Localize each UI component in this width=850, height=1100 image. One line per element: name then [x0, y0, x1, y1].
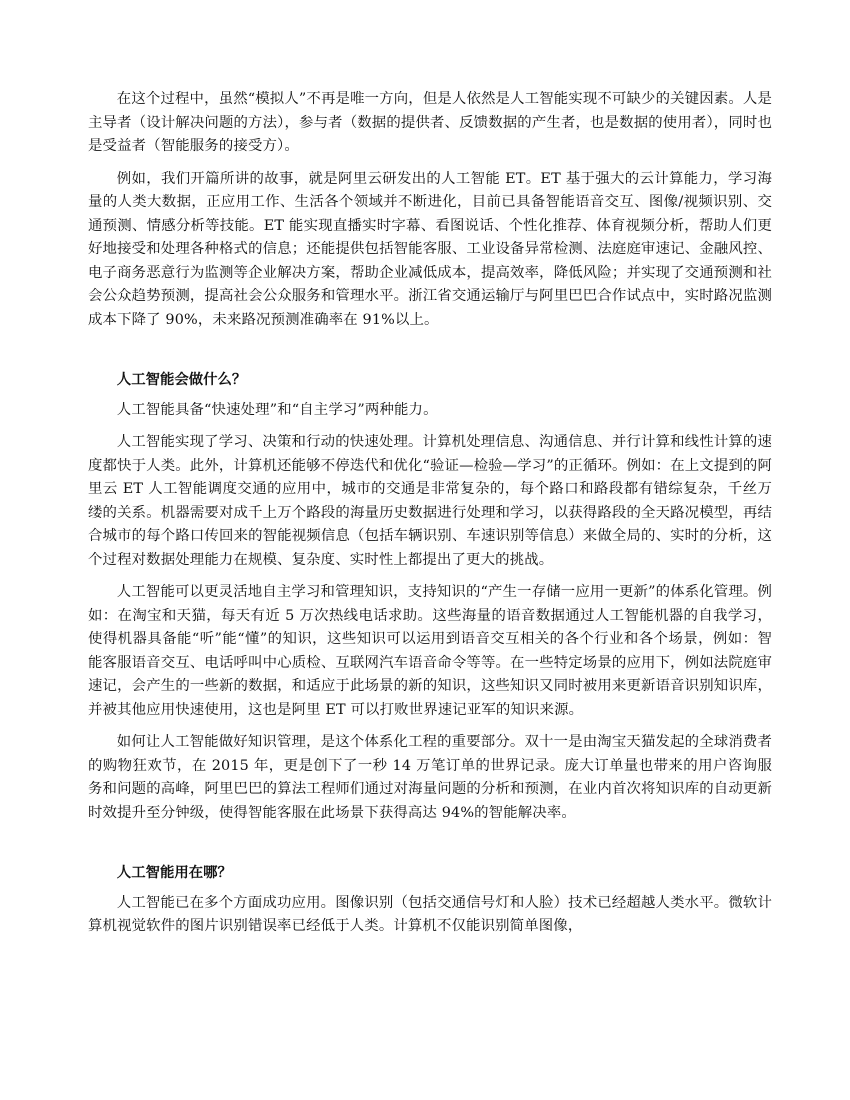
- where-ai-used-section: [88, 862, 772, 939]
- paragraph-fast-processing: 人工智能实现了学习、决策和行动的快速处理。计算机处理信息、沟通信息、并行计算和线性计算的速度都快于人类。此外，计算机还能够不停迭代和优化“验证—检验—学习”的正循环。例如：在上文提到的阿里云 ET 人工智能调度交通的应用中，城市的交通是非常复杂的，每个路口和路段都有错综复杂，千丝万缕的关系。机器需要对成千上万个路段的海量历史数据进行处理和学习，以获得路段的全天路况模型，再结合城市的每个路口传回来的智能视频信息（包括车辆识别、车速识别等信息）来做全局的、实时的分析，这个过程对数据处理能力在规模、复杂度、实时性上都提出了更大的挑战。: [88, 434, 772, 568]
- intro-section: [88, 88, 772, 332]
- paragraph-applications: 人工智能已在多个方面成功应用。图像识别（包括交通信号灯和人脸）技术已经超越人类水平。微软计算机视觉软件的图片识别错误率已经低于人类。计算机不仅能识别简单图像，: [88, 894, 772, 934]
- paragraph-self-learning: 人工智能可以更灵活地自主学习和管理知识，支持知识的“产生一存储一应用一更新”的体系化管理。例如：在淘宝和天猫，每天有近 5 万次热线电话求助。这些海量的语音数据通过人工智能机器的自我学习，使得机器具备能“听”能“懂”的知识，这些知识可以运用到语音交互相关的各个行业和各个场景，例如：智能客服语音交互、电话呼叫中心质检、互联网汽车语音命令等等。在一些特定场景的应用下，例如法院庭审速记，会产生的一些新的数据，和适应于此场景的新的知识，这些知识又同时被用来更新语音识别知识库，并被其他应用快速使用，这也是阿里 ET 可以打败世界速记亚军的知识来源。: [88, 584, 772, 718]
- section-spacer: [88, 341, 772, 369]
- document-page: [88, 88, 772, 948]
- section-heading-where-ai-used: 人工智能用在哪？: [116, 865, 232, 881]
- section-spacer: [88, 834, 772, 862]
- paragraph-human-role: 在这个过程中，虽然“模拟人”不再是唯一方向，但是人依然是人工智能实现不可缺少的关键因素。人是主导者（设计解决问题的方法），参与者（数据的提供者、反馈数据的产生者，也是数据的使用者），同时也是受益者（智能服务的接受方）。: [88, 91, 772, 154]
- section-heading-what-ai-does: 人工智能会做什么？: [116, 372, 247, 388]
- paragraph-knowledge-management: 如何让人工智能做好知识管理，是这个体系化工程的重要部分。双十一是由淘宝天猫发起的全球消费者的购物狂欢节，在 2015 年，更是创下了一秒 14 万笔订单的世界记录。庞大订单量也带来的用户咨询服务和问题的高峰，阿里巴巴的算法工程师们通过对海量问题的分析和预测，在业内首次将知识库的自动更新时效提升至分钟级，使得智能客服在此场景下获得高达 94%的智能解决率。: [88, 734, 772, 821]
- paragraph-aliyun-et-example: 例如，我们开篇所讲的故事，就是阿里云研发出的人工智能 ET。ET 基于强大的云计算能力，学习海量的人类大数据，正应用工作、生活各个领域并不断进化，目前已具备智能语音交互、图像/视频识别、交通预测、情感分析等技能。ET 能实现直播实时字幕、看图说话、个性化推荐、体育视频分析，帮助人们更好地接受和处理各种格式的信息；还能提供包括智能客服、工业设备异常检测、法庭庭审速记、金融风控、电子商务恶意行为监测等企业解决方案，帮助企业减低成本，提高效率，降低风险；并实现了交通预测和社会公众趋势预测，提高社会公众服务和管理水平。浙江省交通运输厅与阿里巴巴合作试点中，实时路况监测成本下降了 90%，未来路况预测准确率在 91%以上。: [88, 170, 772, 328]
- what-ai-does-section: [88, 369, 772, 825]
- paragraph-two-abilities: 人工智能具备“快速处理”和“自主学习”两种能力。: [116, 401, 438, 418]
